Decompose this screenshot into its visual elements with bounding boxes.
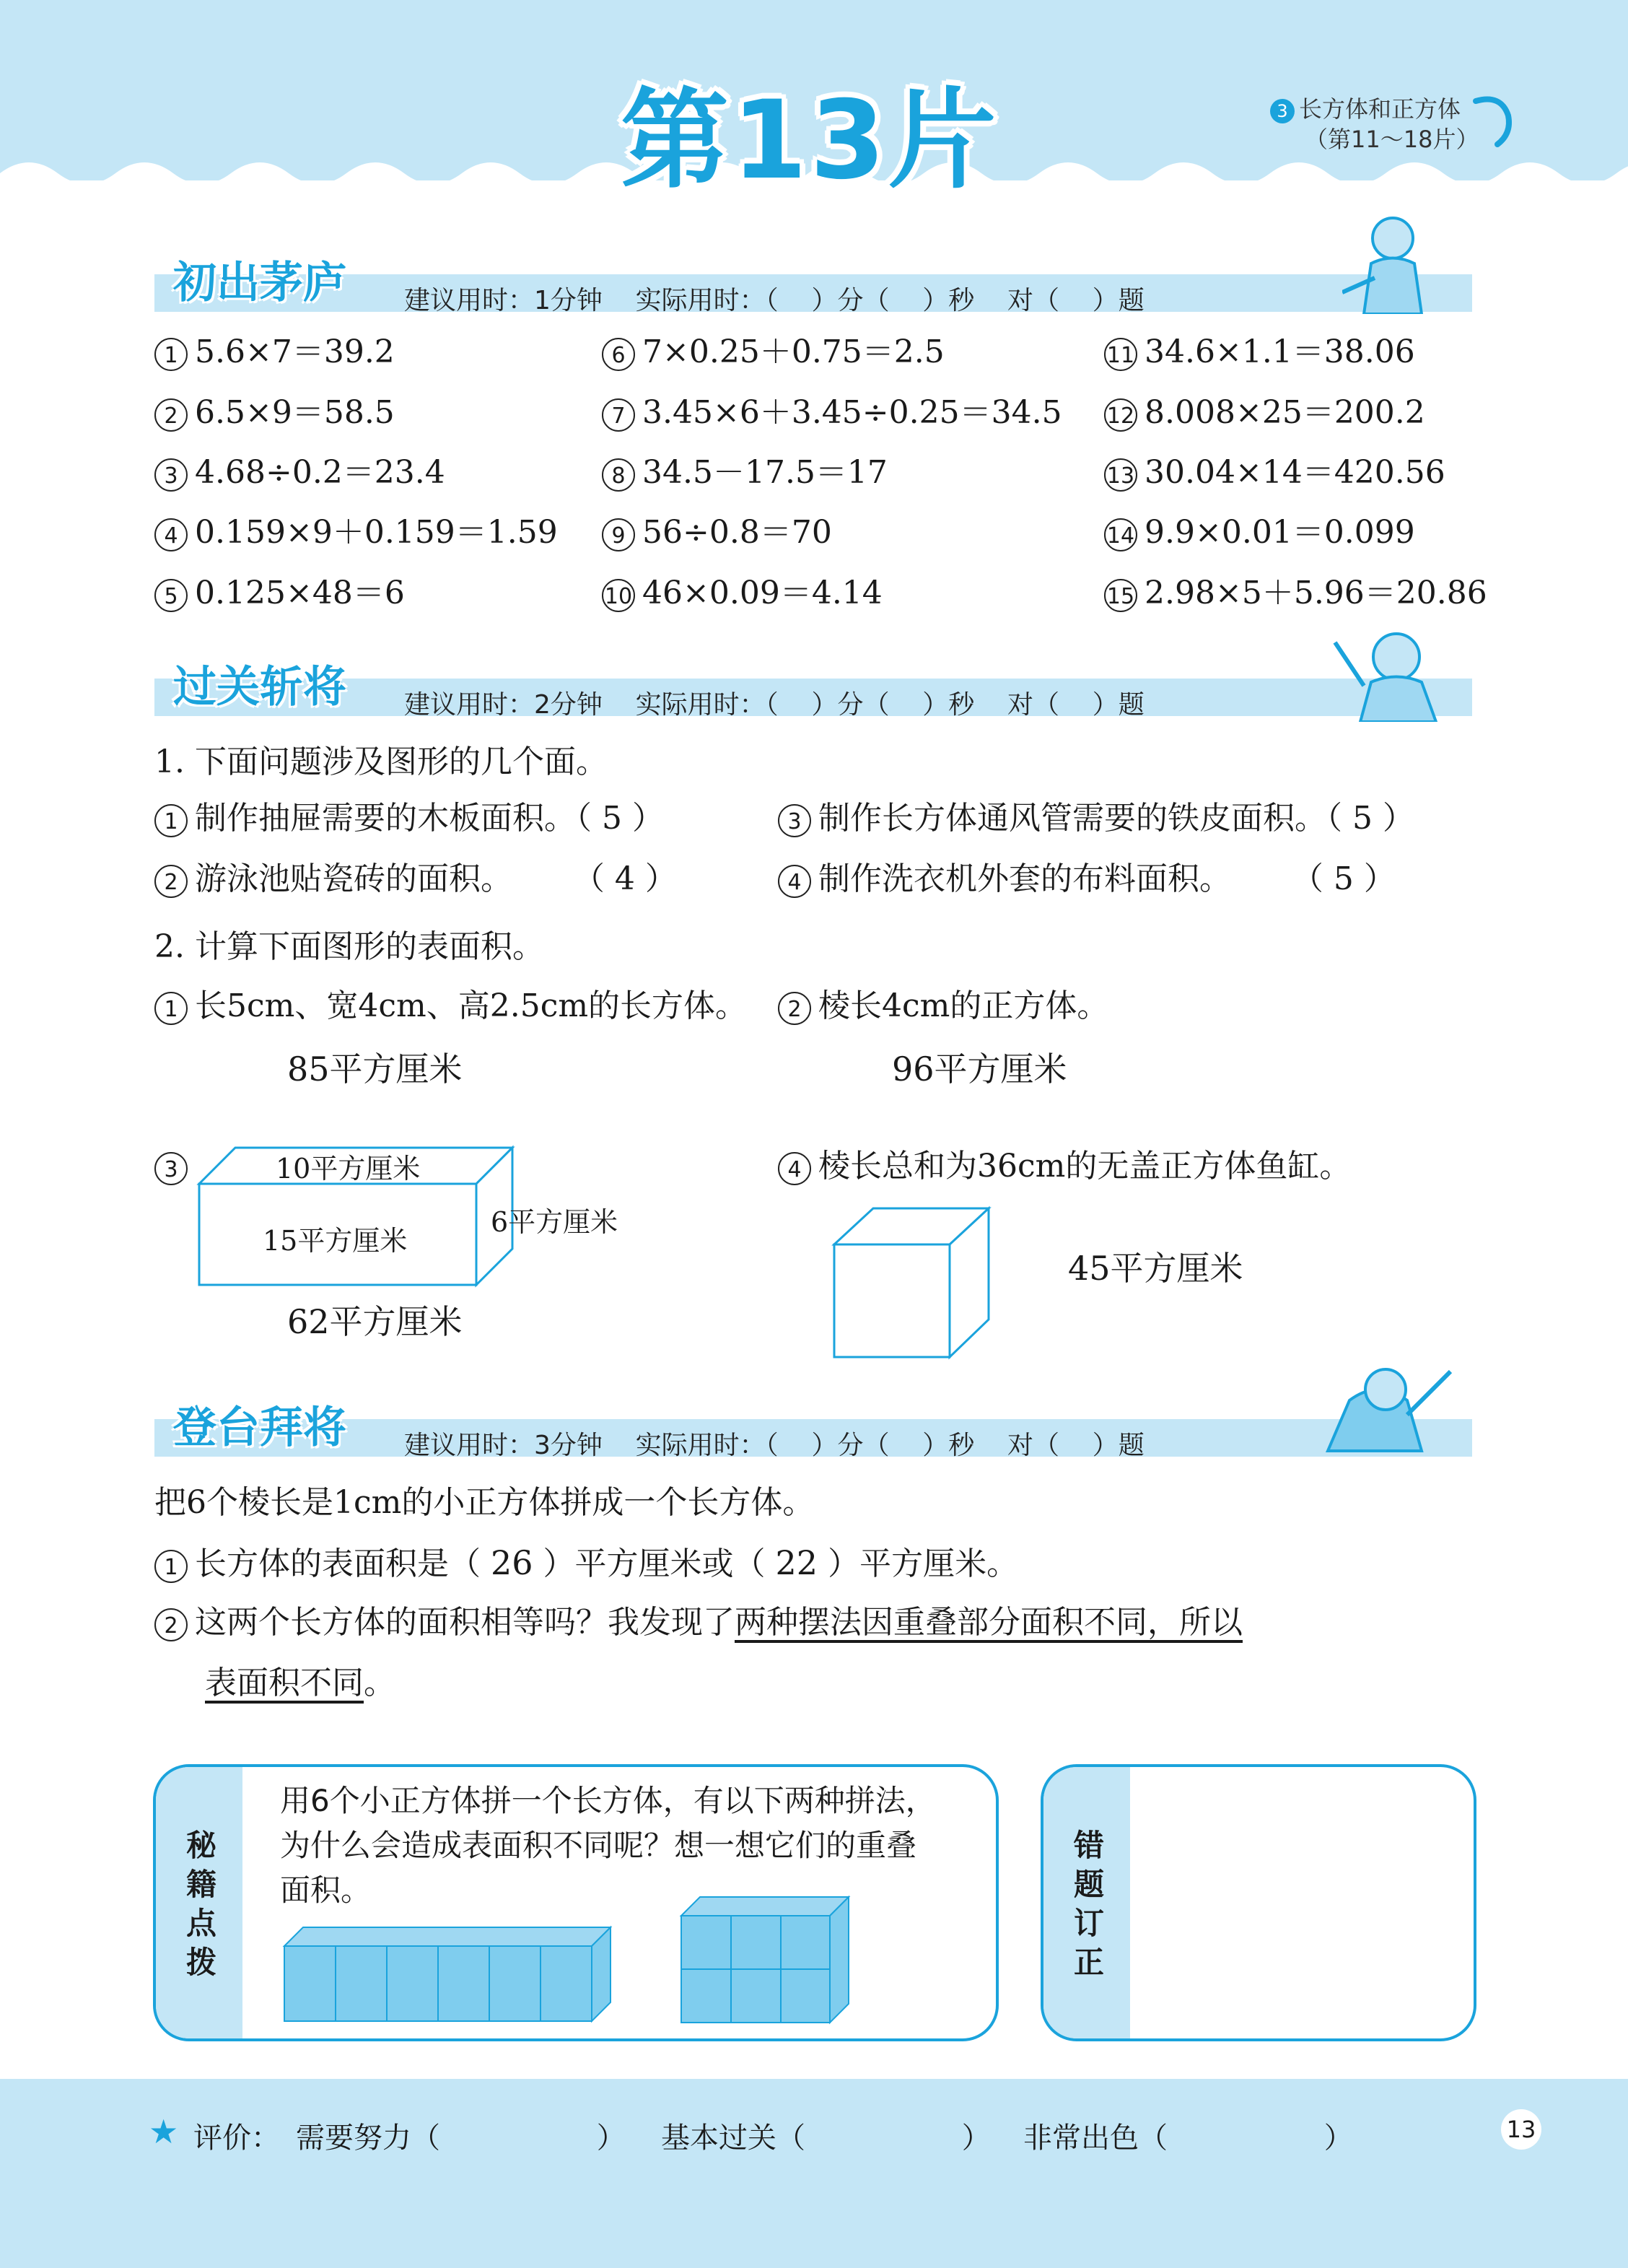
- problem-item: [602, 577, 883, 612]
- tips-label: 秘籍点拨: [185, 1828, 216, 1980]
- problem-item: [1104, 454, 1445, 492]
- item-number: 4: [778, 865, 811, 898]
- item-number: 4: [778, 1152, 811, 1185]
- page-title: 第13片: [621, 78, 999, 204]
- problem-item: [602, 394, 1062, 432]
- item-number: 13: [1104, 458, 1137, 492]
- section1-title: 初出茅庐: [173, 258, 346, 308]
- problem-text: 7×0.25＋0.75＝2.5: [642, 333, 945, 370]
- q2-title: 2. 计算下面图形的表面积。: [154, 928, 544, 965]
- block-arrangement-diagram: [678, 1891, 852, 2025]
- row-arrangement-diagram: [281, 1920, 621, 2024]
- problem-text: 3.45×6＋3.45÷0.25＝34.5: [642, 394, 1062, 431]
- problem-text: 0.159×9＋0.159＝1.59: [195, 514, 558, 551]
- item-number: 5: [154, 579, 188, 612]
- item-number: 3: [154, 1152, 188, 1185]
- problem-text: 9.9×0.01＝0.099: [1145, 514, 1415, 551]
- item-number: 2: [154, 398, 188, 432]
- q1-item-2: 2 游泳池贴瓷砖的面积。 （ 4 ）: [154, 863, 677, 898]
- q2-answer-1: 85平方厘米: [287, 1050, 463, 1089]
- problem-text: 34.5－17.5＝17: [642, 454, 888, 491]
- problem-text: 8.008×25＝200.2: [1145, 394, 1425, 431]
- unit-range: （第11～18片）: [1305, 126, 1479, 153]
- q2-item-3: [154, 1151, 195, 1185]
- section1-info: 建议用时：1分钟 实际用时：（ ）分（ ）秒 对（ ）题: [404, 286, 1145, 315]
- item-number: 11: [1104, 338, 1137, 371]
- problem-item: [1104, 514, 1415, 551]
- section3-info: 建议用时：3分钟 实际用时：（ ）分（ ）秒 对（ ）题: [404, 1431, 1145, 1460]
- item-number: 1: [154, 1550, 188, 1583]
- problem-text: 46×0.09＝4.14: [642, 575, 883, 611]
- item-number: 7: [602, 398, 635, 432]
- problem-item: [602, 454, 888, 492]
- section2-info: 建议用时：2分钟 实际用时：（ ）分（ ）秒 对（ ）题: [404, 690, 1145, 720]
- q2-answer-4: 45平方厘米: [1068, 1249, 1243, 1288]
- footer-background: [0, 2079, 1628, 2268]
- answer-26: 26: [491, 1543, 533, 1582]
- answer-22: 22: [775, 1543, 818, 1582]
- item-number: 1: [154, 992, 188, 1025]
- cuboid-front-label: 15平方厘米: [263, 1225, 408, 1257]
- item-number: 2: [154, 1608, 188, 1641]
- q1-item-4: 4 制作洗衣机外套的布料面积。 （ 5 ）: [778, 863, 1396, 898]
- unit-label: [1270, 91, 1461, 124]
- item-number: 6: [602, 338, 635, 371]
- eval-option-pass[interactable]: 基本过关（ ）: [661, 2121, 991, 2155]
- unit-number: 3: [1270, 99, 1295, 123]
- item-number: 14: [1104, 518, 1137, 551]
- answer-line-2: 表面积不同: [205, 1665, 364, 1701]
- item-number: 15: [1104, 579, 1137, 612]
- answer-line-1: 两种摆法因重叠部分面积不同，所以: [735, 1604, 1243, 1641]
- problem-text: 34.6×1.1＝38.06: [1145, 333, 1415, 370]
- problem-item: [1104, 333, 1415, 371]
- problem-text: 2.98×5＋5.96＝20.86: [1145, 575, 1487, 611]
- section3-q1: 1 长方体的表面积是（ 26 ）平方厘米或（ 22 ）平方厘米。: [154, 1546, 1018, 1583]
- q1-title: 1. 下面问题涉及图形的几个面。: [154, 743, 608, 780]
- q2-answer-3: 62平方厘米: [287, 1302, 463, 1341]
- problem-item: [154, 394, 395, 432]
- item-number: 2: [154, 865, 188, 898]
- general-icon: [1328, 621, 1450, 722]
- q2-item-1: 1 长5cm、宽4cm、高2.5cm的长方体。: [154, 990, 747, 1025]
- problem-text: 56÷0.8＝70: [642, 514, 832, 551]
- problem-item: [154, 333, 395, 371]
- cuboid-top-label: 10平方厘米: [276, 1153, 421, 1185]
- cube-diagram: [830, 1204, 996, 1363]
- problem-text: 5.6×7＝39.2: [195, 333, 395, 370]
- problem-text: 30.04×14＝420.56: [1145, 454, 1445, 491]
- q1-item-3: 3 制作长方体通风管需要的铁皮面积。（ 5 ）: [778, 803, 1414, 837]
- problem-item: [154, 577, 405, 612]
- item-number: 10: [602, 579, 635, 612]
- page-number: 13: [1501, 2109, 1541, 2150]
- item-number: 8: [602, 458, 635, 492]
- item-number: 2: [778, 992, 811, 1025]
- q2-answer-2: 96平方厘米: [892, 1050, 1067, 1089]
- hero-icon: [1313, 1357, 1458, 1458]
- section3-q2-cont: 表面积不同。: [205, 1665, 395, 1701]
- item-number: 1: [154, 338, 188, 371]
- section3-q2: 2 这两个长方体的面积相等吗？我发现了两种摆法因重叠部分面积不同，所以: [154, 1607, 1243, 1641]
- star-icon: ★: [149, 2112, 179, 2151]
- item-number: 9: [602, 518, 635, 551]
- q2-item-4: 4 棱长总和为36cm的无盖正方体鱼缸。: [778, 1151, 1351, 1185]
- item-number: 12: [1104, 398, 1137, 432]
- eval-option-excellent[interactable]: 非常出色（ ）: [1023, 2121, 1353, 2155]
- problem-item: [1104, 394, 1425, 432]
- item-number: 3: [778, 804, 811, 837]
- unit-title: 长方体和正方体: [1299, 95, 1461, 123]
- warrior-icon: [1342, 206, 1443, 314]
- problem-item: [602, 333, 945, 371]
- hook-icon: [1472, 94, 1523, 152]
- problem-text: 6.5×9＝58.5: [195, 394, 395, 431]
- correction-label: 错题订正: [1073, 1828, 1104, 1980]
- q2-item-2: 2 棱长4cm的正方体。: [778, 990, 1108, 1025]
- item-number: 3: [154, 458, 188, 492]
- item-number: 4: [154, 518, 188, 551]
- problem-text: 0.125×48＝6: [195, 575, 405, 611]
- problem-item: [602, 514, 832, 551]
- section2-title: 过关斩将: [173, 662, 346, 712]
- problem-item: [1104, 577, 1487, 612]
- problem-item: [154, 454, 445, 492]
- section3-title: 登台拜将: [173, 1403, 346, 1453]
- tips-text: 用6个小正方体拼一个长方体，有以下两种拼法， 为什么会造成表面积不同呢？想一想它们的重叠 面积。: [280, 1783, 936, 1908]
- section3-intro: 把6个棱长是1cm的小正方体拼成一个长方体。: [154, 1484, 815, 1521]
- eval-label: 评价：: [193, 2121, 280, 2155]
- problem-item: [154, 514, 558, 551]
- problem-text: 4.68÷0.2＝23.4: [195, 454, 445, 491]
- item-number: 1: [154, 804, 188, 837]
- eval-option-needs-effort[interactable]: 需要努力（ ）: [296, 2121, 626, 2155]
- cuboid-side-label: 6平方厘米: [491, 1206, 618, 1238]
- q1-item-1: 1 制作抽屉需要的木板面积。（ 5 ）: [154, 803, 664, 837]
